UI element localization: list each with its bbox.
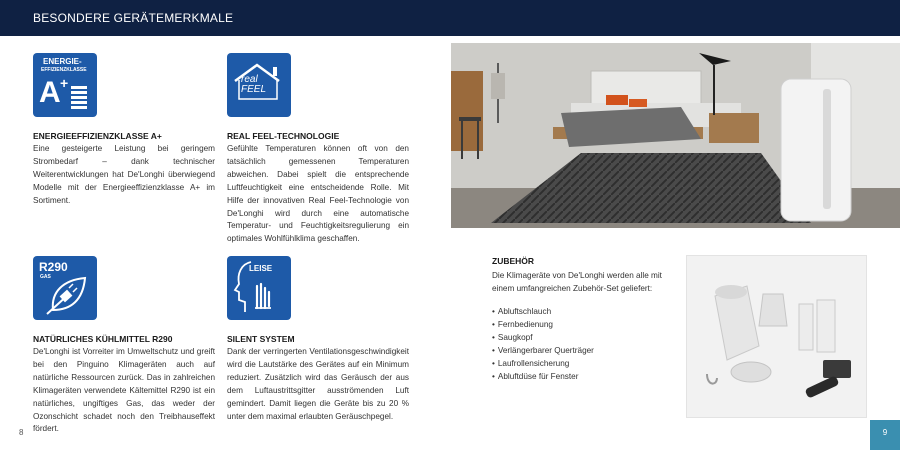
- zubehoer-intro: Die Klimageräte von De'Longhi werden alle mit einem umfangreichen Zubehör-Set geliefert:: [492, 271, 662, 293]
- r290-label: R290: [39, 260, 68, 274]
- page-number-left: 8: [19, 428, 24, 437]
- list-item: • Verlängerbarer Querträger: [492, 344, 682, 357]
- list-item: • Fernbedienung: [492, 318, 682, 331]
- leise-label: LEISE: [249, 264, 273, 273]
- page-number-right: 9: [870, 420, 900, 450]
- page-header: [0, 0, 900, 36]
- feature-r290: [33, 334, 215, 436]
- list-item: • Abluftschlauch: [492, 305, 682, 318]
- feature-real-feel: [227, 131, 409, 246]
- feature-energy-title: ENERGIEEFFIZIENZKLASSE A+: [33, 131, 162, 141]
- zubehoer-title: ZUBEHÖR: [492, 256, 535, 266]
- energy-efficiency-badge: [33, 53, 97, 117]
- real-feel-badge: [227, 53, 291, 117]
- feature-r290-text: De'Longhi ist Vorreiter im Umweltschutz und greift bei den Pinguino Klimageräten auch auf natürliche Ressourcen zurück. Das in zahlreichen Klimageräten verwendete Kältemittel R290 ist ein natürliches, ungiftiges Gas, das weder der Ozonschicht schadet noch den Treibhauseffekt fördert.: [33, 347, 215, 434]
- list-item: • Saugkopf: [492, 331, 682, 344]
- zubehoer-section: [492, 256, 682, 383]
- list-item: • Abluftdüse für Fenster: [492, 370, 682, 383]
- feature-real-feel-title: REAL FEEL-TECHNOLOGIE: [227, 131, 340, 141]
- r290-gas-label: GAS: [40, 274, 51, 280]
- feature-r290-title: NATÜRLICHES KÜHLMITTEL R290: [33, 334, 173, 344]
- feature-energy-text: Eine gesteigerte Leistung bei geringem Strombedarf – dank technischer Weiterentwicklungen hat De'Longhi überwiegend Modelle mit der Energieeffizienzklasse A+ im Sortiment.: [33, 144, 215, 205]
- energy-badge-plus: +: [60, 75, 69, 91]
- energy-badge-line1: ENERGIE-: [43, 57, 82, 66]
- feature-silent-title: SILENT SYSTEM: [227, 334, 295, 344]
- bedroom-photo: [451, 43, 900, 228]
- leaf-plug-icon: [33, 256, 97, 320]
- energy-badge-line2: EFFIZIENZKLASSE: [41, 67, 87, 73]
- feature-silent-text: Dank der verringerten Ventilationsgeschwindigkeit wird die Lautstärke des Gerätes auf ein Minimum reduziert. Zusätzlich wird das Geräusch der aus dem Luftaustrittsgitter ausströmenden Luft gemindert. Damit liegen die Geräte bis zu 20 % unter dem maximal erlaubten Geräuschpegel.: [227, 347, 409, 421]
- real-feel-line2: FEEL: [241, 84, 267, 95]
- energy-bars-icon: [33, 53, 97, 117]
- leise-badge: [227, 256, 291, 320]
- feature-real-feel-text: Gefühlte Temperaturen können oft von den tatsächlich gemessenen Temperaturen abweichen. Dabei spielt die entsprechende Luftfeuchtigkeit eine entscheidende Rolle. Mit Hilfe der innovativen Real Feel-Technologie von De'Longhi wird durch eine automatische Temperatur- und Feuchtigkeitsregulierung ein optimales Wohlfühlklima geschaffen.: [227, 144, 409, 244]
- feature-energy: [33, 131, 215, 208]
- list-item: • Laufrollensicherung: [492, 357, 682, 370]
- page-title: BESONDERE GERÄTEMERKMALE: [33, 11, 234, 25]
- zubehoer-list: [492, 305, 682, 383]
- energy-badge-grade: A: [39, 76, 61, 109]
- real-feel-line1: real: [241, 74, 258, 85]
- accessories-photo: [686, 255, 867, 418]
- silent-finger-icon: [227, 256, 291, 320]
- feature-silent: [227, 334, 409, 423]
- r290-badge: [33, 256, 97, 320]
